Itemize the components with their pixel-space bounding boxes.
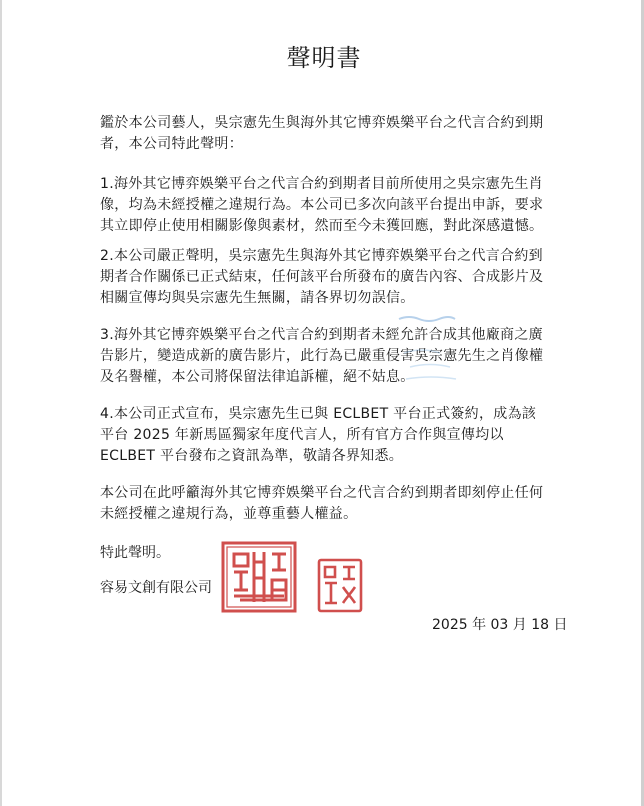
document-date: 2025 年 03 月 18 日: [432, 617, 568, 633]
intro-paragraph: 鑑於本公司藝人，吳宗憲先生與海外其它博弈娛樂平台之代言合約到期者，本公司特此聲明：: [100, 115, 544, 152]
point-2: 2.本公司嚴正聲明，吳宗憲先生與海外其它博弈娛樂平台之代言合約到期者合作關係已正式結束，任何該平台所發布的廣告內容、合成影片及相關宣傳均與吳宗憲先生無關，請各界切勿誤信。: [100, 248, 544, 306]
sign-off: 特此聲明。: [100, 545, 170, 561]
scan-smudge: [397, 313, 457, 325]
company-seal: [220, 540, 298, 614]
closing-paragraph: 本公司在此呼籲海外其它博弈娛樂平台之代言合約到期者即刻停止任何未經授權之違規行為，並尊重藝人權益。: [100, 485, 544, 522]
point-3: 3.海外其它博弈娛樂平台之代言合約到期者未經允許合成其他廠商之廣告影片，變造成新的廣告影片，此行為已嚴重侵害吳宗憲先生之肖像權及名譽權，本公司將保留法律追訴權，絕不姑息。: [100, 327, 544, 385]
personal-seal: [316, 557, 364, 614]
scan-smudge: [400, 345, 480, 385]
company-name: 容易文創有限公司: [100, 580, 212, 596]
point-1: 1.海外其它博弈娛樂平台之代言合約到期者目前所使用之吳宗憲先生肖像，均為未經授權之違規行為。本公司已多次向該平台提出申訴，要求其立即停止使用相關影像與素材，然而至今未獲回應，對此深感遺憾。: [100, 176, 544, 234]
point-4: 4.本公司正式宣布，吳宗憲先生已與 ECLBET 平台正式簽約，成為該平台 2025 年新馬區獨家年度代言人，所有官方合作與宣傳均以 ECLBET 平台發布之資訊為準，敬請各界知悉。: [100, 406, 537, 464]
document-title: 聲明書: [286, 44, 362, 72]
